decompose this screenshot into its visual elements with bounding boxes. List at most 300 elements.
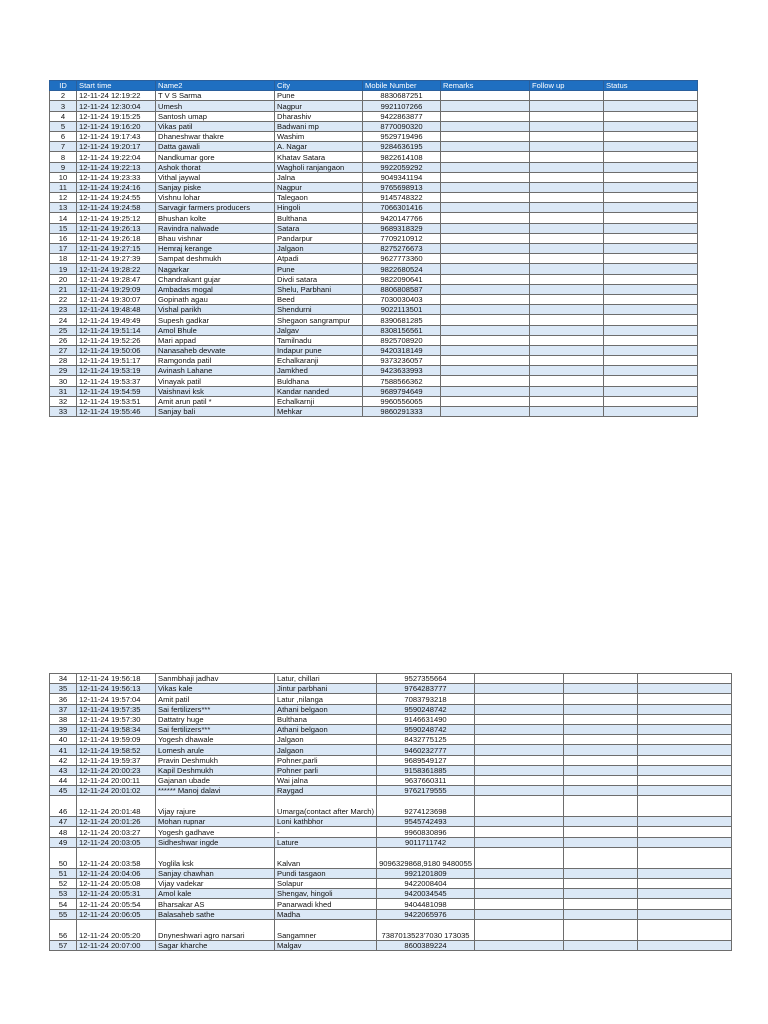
cell-city[interactable]: Latur, chillari — [275, 674, 377, 684]
cell-status[interactable] — [604, 91, 698, 101]
cell-name[interactable]: Balasaheb sathe — [156, 909, 275, 919]
cell-status[interactable] — [637, 827, 731, 837]
cell-city[interactable]: Wagholi ranjangaon — [275, 162, 363, 172]
cell-remarks[interactable] — [441, 294, 530, 304]
cell-name[interactable]: Sai fertilizers*** — [156, 724, 275, 734]
cell-start-time[interactable]: 12-11-24 19:49:49 — [77, 315, 156, 325]
cell-start-time[interactable]: 12-11-24 20:07:00 — [77, 940, 156, 950]
cell-follow-up[interactable] — [530, 376, 604, 386]
cell-start-time[interactable]: 12-11-24 20:00:23 — [77, 765, 156, 775]
cell-status[interactable] — [637, 674, 731, 684]
cell-mobile[interactable]: 9527355664 — [377, 674, 475, 684]
cell-start-time[interactable]: 12-11-24 19:57:04 — [77, 694, 156, 704]
cell-status[interactable] — [637, 940, 731, 950]
cell-city[interactable]: Pandarpur — [275, 233, 363, 243]
cell-remarks[interactable] — [474, 704, 563, 714]
cell-status[interactable] — [604, 233, 698, 243]
cell-city[interactable]: Shelu, Parbhani — [275, 284, 363, 294]
cell-start-time[interactable]: 12-11-24 19:54:59 — [77, 386, 156, 396]
cell-start-time[interactable]: 12-11-24 19:58:52 — [77, 745, 156, 755]
cell-mobile[interactable]: 9765698913 — [363, 182, 441, 192]
cell-follow-up[interactable] — [563, 724, 637, 734]
cell-city[interactable]: Raygad — [275, 786, 377, 796]
cell-name[interactable]: Yogesh gadhave — [156, 827, 275, 837]
cell-id[interactable]: 30 — [50, 376, 77, 386]
cell-status[interactable] — [637, 817, 731, 827]
cell-id[interactable]: 13 — [50, 203, 77, 213]
cell-mobile[interactable]: 9096329868,9180 9480055 — [377, 847, 475, 868]
cell-name[interactable]: Sanjay bali — [156, 407, 275, 417]
cell-name[interactable]: Yogesh dhawale — [156, 735, 275, 745]
cell-follow-up[interactable] — [530, 315, 604, 325]
cell-remarks[interactable] — [441, 233, 530, 243]
cell-city[interactable]: Tamilnadu — [275, 335, 363, 345]
cell-status[interactable] — [604, 315, 698, 325]
cell-id[interactable]: 57 — [50, 940, 77, 950]
cell-follow-up[interactable] — [530, 244, 604, 254]
cell-city[interactable]: Jalgav — [275, 325, 363, 335]
cell-name[interactable]: Ashok thorat — [156, 162, 275, 172]
cell-city[interactable]: Nagpur — [275, 101, 363, 111]
cell-city[interactable]: Khatav Satara — [275, 152, 363, 162]
cell-follow-up[interactable] — [563, 889, 637, 899]
cell-city[interactable]: Shengav, hingoli — [275, 889, 377, 899]
cell-remarks[interactable] — [441, 244, 530, 254]
cell-follow-up[interactable] — [563, 775, 637, 785]
cell-follow-up[interactable] — [530, 203, 604, 213]
cell-name[interactable]: Dnyneshwari agro narsari — [156, 919, 275, 940]
header-status[interactable]: Status — [604, 81, 698, 91]
cell-mobile[interactable]: 9420147766 — [363, 213, 441, 223]
cell-remarks[interactable] — [474, 775, 563, 785]
cell-remarks[interactable] — [474, 755, 563, 765]
cell-name[interactable]: Vinayak patil — [156, 376, 275, 386]
cell-start-time[interactable]: 12-11-24 19:53:51 — [77, 396, 156, 406]
cell-follow-up[interactable] — [530, 386, 604, 396]
cell-status[interactable] — [604, 172, 698, 182]
cell-follow-up[interactable] — [563, 899, 637, 909]
cell-name[interactable]: Vaishnavi ksk — [156, 386, 275, 396]
cell-remarks[interactable] — [441, 407, 530, 417]
cell-status[interactable] — [637, 919, 731, 940]
cell-status[interactable] — [604, 366, 698, 376]
cell-name[interactable]: Vishal parikh — [156, 305, 275, 315]
cell-remarks[interactable] — [474, 714, 563, 724]
cell-remarks[interactable] — [474, 847, 563, 868]
cell-id[interactable]: 46 — [50, 796, 77, 817]
cell-status[interactable] — [604, 356, 698, 366]
cell-remarks[interactable] — [441, 152, 530, 162]
cell-mobile[interactable]: 9689794649 — [363, 386, 441, 396]
cell-start-time[interactable]: 12-11-24 19:59:09 — [77, 735, 156, 745]
cell-follow-up[interactable] — [530, 111, 604, 121]
cell-mobile[interactable]: 7066301416 — [363, 203, 441, 213]
cell-follow-up[interactable] — [530, 101, 604, 111]
cell-status[interactable] — [604, 111, 698, 121]
cell-remarks[interactable] — [441, 345, 530, 355]
cell-start-time[interactable]: 12-11-24 20:01:48 — [77, 796, 156, 817]
cell-start-time[interactable]: 12-11-24 19:51:14 — [77, 325, 156, 335]
cell-status[interactable] — [604, 407, 698, 417]
cell-name[interactable]: Bhushan kolte — [156, 213, 275, 223]
cell-follow-up[interactable] — [563, 755, 637, 765]
cell-status[interactable] — [637, 755, 731, 765]
cell-follow-up[interactable] — [563, 735, 637, 745]
cell-remarks[interactable] — [441, 101, 530, 111]
cell-follow-up[interactable] — [563, 674, 637, 684]
cell-start-time[interactable]: 12-11-24 20:01:02 — [77, 786, 156, 796]
cell-status[interactable] — [637, 735, 731, 745]
cell-name[interactable]: Vikas patil — [156, 121, 275, 131]
cell-name[interactable]: Sanmbhaji jadhav — [156, 674, 275, 684]
cell-status[interactable] — [604, 182, 698, 192]
cell-mobile[interactable]: 9860291333 — [363, 407, 441, 417]
cell-follow-up[interactable] — [563, 868, 637, 878]
cell-start-time[interactable]: 12-11-24 19:56:13 — [77, 684, 156, 694]
cell-remarks[interactable] — [441, 193, 530, 203]
cell-start-time[interactable]: 12-11-24 12:30:04 — [77, 101, 156, 111]
cell-remarks[interactable] — [441, 284, 530, 294]
cell-id[interactable]: 54 — [50, 899, 77, 909]
cell-status[interactable] — [637, 796, 731, 817]
cell-id[interactable]: 51 — [50, 868, 77, 878]
cell-city[interactable]: Dharashiv — [275, 111, 363, 121]
cell-id[interactable]: 42 — [50, 755, 77, 765]
cell-status[interactable] — [604, 325, 698, 335]
cell-status[interactable] — [637, 879, 731, 889]
cell-id[interactable]: 49 — [50, 837, 77, 847]
cell-name[interactable]: Amol Bhule — [156, 325, 275, 335]
cell-follow-up[interactable] — [563, 745, 637, 755]
cell-city[interactable]: Atpadi — [275, 254, 363, 264]
cell-name[interactable]: Nagarkar — [156, 264, 275, 274]
cell-remarks[interactable] — [441, 325, 530, 335]
cell-city[interactable]: Jintur parbhani — [275, 684, 377, 694]
cell-city[interactable]: Wai jalna — [275, 775, 377, 785]
cell-city[interactable]: Washim — [275, 131, 363, 141]
cell-follow-up[interactable] — [563, 714, 637, 724]
cell-start-time[interactable]: 12-11-24 19:22:13 — [77, 162, 156, 172]
cell-city[interactable]: Jamkhed — [275, 366, 363, 376]
cell-start-time[interactable]: 12-11-24 20:05:54 — [77, 899, 156, 909]
cell-id[interactable]: 39 — [50, 724, 77, 734]
cell-remarks[interactable] — [441, 111, 530, 121]
cell-status[interactable] — [637, 724, 731, 734]
cell-status[interactable] — [637, 745, 731, 755]
cell-name[interactable]: Vikas kale — [156, 684, 275, 694]
cell-id[interactable]: 55 — [50, 909, 77, 919]
cell-remarks[interactable] — [441, 172, 530, 182]
cell-id[interactable]: 8 — [50, 152, 77, 162]
cell-remarks[interactable] — [474, 724, 563, 734]
header-remarks[interactable]: Remarks — [441, 81, 530, 91]
cell-mobile[interactable]: 7083793218 — [377, 694, 475, 704]
cell-mobile[interactable]: 9158361885 — [377, 765, 475, 775]
cell-follow-up[interactable] — [530, 284, 604, 294]
cell-start-time[interactable]: 12-11-24 19:29:09 — [77, 284, 156, 294]
cell-name[interactable]: Lomesh arule — [156, 745, 275, 755]
cell-remarks[interactable] — [474, 694, 563, 704]
cell-status[interactable] — [637, 684, 731, 694]
cell-id[interactable]: 11 — [50, 182, 77, 192]
cell-name[interactable]: Avinash Lahane — [156, 366, 275, 376]
cell-mobile[interactable]: 8390681285 — [363, 315, 441, 325]
cell-id[interactable]: 10 — [50, 172, 77, 182]
cell-remarks[interactable] — [441, 162, 530, 172]
cell-follow-up[interactable] — [530, 325, 604, 335]
cell-mobile[interactable]: 7709210912 — [363, 233, 441, 243]
cell-mobile[interactable]: 9590248742 — [377, 724, 475, 734]
cell-start-time[interactable]: 12-11-24 19:28:22 — [77, 264, 156, 274]
cell-mobile[interactable]: 9422863877 — [363, 111, 441, 121]
cell-start-time[interactable]: 12-11-24 19:16:20 — [77, 121, 156, 131]
cell-mobile[interactable]: 9274123698 — [377, 796, 475, 817]
cell-status[interactable] — [604, 396, 698, 406]
cell-id[interactable]: 4 — [50, 111, 77, 121]
cell-start-time[interactable]: 12-11-24 19:48:48 — [77, 305, 156, 315]
cell-follow-up[interactable] — [563, 837, 637, 847]
cell-city[interactable]: Hingoli — [275, 203, 363, 213]
cell-mobile[interactable]: 9689549127 — [377, 755, 475, 765]
cell-mobile[interactable]: 9146631490 — [377, 714, 475, 724]
cell-start-time[interactable]: 12-11-24 19:56:18 — [77, 674, 156, 684]
cell-mobile[interactable]: 9420318149 — [363, 345, 441, 355]
cell-name[interactable]: Vijay vadekar — [156, 879, 275, 889]
cell-id[interactable]: 20 — [50, 274, 77, 284]
cell-name[interactable]: Ambadas mogal — [156, 284, 275, 294]
cell-follow-up[interactable] — [530, 264, 604, 274]
cell-mobile[interactable]: 9022113501 — [363, 305, 441, 315]
header-mobile[interactable]: Mobile Number — [363, 81, 441, 91]
cell-start-time[interactable]: 12-11-24 19:55:46 — [77, 407, 156, 417]
cell-remarks[interactable] — [474, 796, 563, 817]
cell-city[interactable]: Panarwadi khed — [275, 899, 377, 909]
cell-mobile[interactable]: 7588566362 — [363, 376, 441, 386]
cell-city[interactable]: Latur ,nilanga — [275, 694, 377, 704]
cell-status[interactable] — [637, 899, 731, 909]
cell-mobile[interactable]: 9764283777 — [377, 684, 475, 694]
cell-city[interactable]: Echalkarnji — [275, 396, 363, 406]
cell-name[interactable]: Supesh gadkar — [156, 315, 275, 325]
cell-mobile[interactable]: 9590248742 — [377, 704, 475, 714]
cell-city[interactable]: Solapur — [275, 879, 377, 889]
cell-start-time[interactable]: 12-11-24 19:24:16 — [77, 182, 156, 192]
cell-follow-up[interactable] — [530, 366, 604, 376]
cell-city[interactable]: A. Nagar — [275, 142, 363, 152]
cell-id[interactable]: 17 — [50, 244, 77, 254]
cell-start-time[interactable]: 12-11-24 12:19:22 — [77, 91, 156, 101]
cell-name[interactable]: Nanasaheb devvate — [156, 345, 275, 355]
cell-name[interactable]: Sarvagir farmers producers — [156, 203, 275, 213]
cell-remarks[interactable] — [474, 827, 563, 837]
cell-start-time[interactable]: 12-11-24 20:05:31 — [77, 889, 156, 899]
cell-name[interactable]: Amol kale — [156, 889, 275, 899]
cell-remarks[interactable] — [474, 909, 563, 919]
cell-id[interactable]: 19 — [50, 264, 77, 274]
cell-id[interactable]: 23 — [50, 305, 77, 315]
cell-name[interactable]: Santosh umap — [156, 111, 275, 121]
cell-follow-up[interactable] — [530, 345, 604, 355]
cell-start-time[interactable]: 12-11-24 20:01:26 — [77, 817, 156, 827]
cell-status[interactable] — [637, 786, 731, 796]
cell-city[interactable]: Pohner parli — [275, 765, 377, 775]
cell-city[interactable]: Mehkar — [275, 407, 363, 417]
cell-id[interactable]: 41 — [50, 745, 77, 755]
cell-status[interactable] — [637, 909, 731, 919]
cell-mobile[interactable]: 9529719496 — [363, 131, 441, 141]
cell-status[interactable] — [637, 704, 731, 714]
cell-name[interactable]: Pravin Deshmukh — [156, 755, 275, 765]
header-name[interactable]: Name2 — [156, 81, 275, 91]
cell-mobile[interactable]: 8925708920 — [363, 335, 441, 345]
cell-name[interactable]: Mohan rupnar — [156, 817, 275, 827]
cell-remarks[interactable] — [441, 386, 530, 396]
cell-mobile[interactable]: 7030030403 — [363, 294, 441, 304]
cell-status[interactable] — [604, 203, 698, 213]
cell-remarks[interactable] — [441, 142, 530, 152]
cell-remarks[interactable] — [441, 254, 530, 264]
cell-city[interactable]: Jalna — [275, 172, 363, 182]
cell-mobile[interactable]: 9627773360 — [363, 254, 441, 264]
cell-city[interactable]: Kalvan — [275, 847, 377, 868]
cell-name[interactable]: Dattatry huge — [156, 714, 275, 724]
cell-start-time[interactable]: 12-11-24 19:24:55 — [77, 193, 156, 203]
cell-name[interactable]: Ravindra nalwade — [156, 223, 275, 233]
cell-mobile[interactable]: 9822090641 — [363, 274, 441, 284]
cell-start-time[interactable]: 12-11-24 19:17:43 — [77, 131, 156, 141]
cell-name[interactable]: Yoglila ksk — [156, 847, 275, 868]
cell-start-time[interactable]: 12-11-24 19:51:17 — [77, 356, 156, 366]
cell-remarks[interactable] — [441, 121, 530, 131]
cell-city[interactable]: Jalgaon — [275, 735, 377, 745]
cell-remarks[interactable] — [441, 264, 530, 274]
cell-id[interactable]: 27 — [50, 345, 77, 355]
cell-id[interactable]: 25 — [50, 325, 77, 335]
cell-id[interactable]: 15 — [50, 223, 77, 233]
cell-status[interactable] — [637, 714, 731, 724]
cell-mobile[interactable]: 9373236057 — [363, 356, 441, 366]
cell-name[interactable]: Umesh — [156, 101, 275, 111]
cell-id[interactable]: 33 — [50, 407, 77, 417]
cell-city[interactable]: Talegaon — [275, 193, 363, 203]
cell-id[interactable]: 24 — [50, 315, 77, 325]
cell-city[interactable]: Satara — [275, 223, 363, 233]
cell-status[interactable] — [604, 345, 698, 355]
cell-id[interactable]: 40 — [50, 735, 77, 745]
cell-follow-up[interactable] — [530, 335, 604, 345]
cell-mobile[interactable]: 9420034545 — [377, 889, 475, 899]
header-follow-up[interactable]: Follow up — [530, 81, 604, 91]
cell-status[interactable] — [604, 101, 698, 111]
cell-start-time[interactable]: 12-11-24 20:04:06 — [77, 868, 156, 878]
cell-mobile[interactable]: 9921107266 — [363, 101, 441, 111]
cell-city[interactable]: Echalkaranji — [275, 356, 363, 366]
cell-status[interactable] — [604, 305, 698, 315]
cell-start-time[interactable]: 12-11-24 19:57:30 — [77, 714, 156, 724]
cell-mobile[interactable]: 8806808587 — [363, 284, 441, 294]
cell-status[interactable] — [604, 386, 698, 396]
cell-follow-up[interactable] — [563, 879, 637, 889]
cell-status[interactable] — [604, 223, 698, 233]
cell-city[interactable]: Malgav — [275, 940, 377, 950]
cell-follow-up[interactable] — [530, 294, 604, 304]
cell-id[interactable]: 45 — [50, 786, 77, 796]
cell-follow-up[interactable] — [530, 121, 604, 131]
cell-follow-up[interactable] — [563, 817, 637, 827]
cell-status[interactable] — [604, 152, 698, 162]
cell-city[interactable]: Bulthana — [275, 714, 377, 724]
cell-mobile[interactable]: 9423633993 — [363, 366, 441, 376]
cell-follow-up[interactable] — [530, 305, 604, 315]
cell-city[interactable]: Jalgaon — [275, 745, 377, 755]
cell-mobile[interactable]: 9011711742 — [377, 837, 475, 847]
cell-id[interactable]: 47 — [50, 817, 77, 827]
cell-start-time[interactable]: 12-11-24 19:24:58 — [77, 203, 156, 213]
cell-follow-up[interactable] — [530, 182, 604, 192]
cell-start-time[interactable]: 12-11-24 20:05:08 — [77, 879, 156, 889]
cell-id[interactable]: 14 — [50, 213, 77, 223]
header-start-time[interactable]: Start time — [77, 81, 156, 91]
cell-follow-up[interactable] — [530, 152, 604, 162]
cell-start-time[interactable]: 12-11-24 20:06:05 — [77, 909, 156, 919]
cell-start-time[interactable]: 12-11-24 20:03:27 — [77, 827, 156, 837]
cell-mobile[interactable]: 8275276673 — [363, 244, 441, 254]
cell-status[interactable] — [604, 142, 698, 152]
cell-id[interactable]: 22 — [50, 294, 77, 304]
cell-id[interactable]: 56 — [50, 919, 77, 940]
cell-follow-up[interactable] — [563, 694, 637, 704]
cell-id[interactable]: 34 — [50, 674, 77, 684]
cell-status[interactable] — [604, 193, 698, 203]
cell-city[interactable]: Jalgaon — [275, 244, 363, 254]
cell-id[interactable]: 9 — [50, 162, 77, 172]
cell-id[interactable]: 38 — [50, 714, 77, 724]
cell-mobile[interactable]: 9422008404 — [377, 879, 475, 889]
cell-city[interactable]: Buldhana — [275, 376, 363, 386]
cell-id[interactable]: 2 — [50, 91, 77, 101]
cell-mobile[interactable]: 7387013523'7030 173035 — [377, 919, 475, 940]
cell-id[interactable]: 26 — [50, 335, 77, 345]
cell-name[interactable]: Sanjay chawhan — [156, 868, 275, 878]
cell-name[interactable]: Ramgonda patil — [156, 356, 275, 366]
cell-remarks[interactable] — [441, 91, 530, 101]
cell-follow-up[interactable] — [530, 356, 604, 366]
cell-status[interactable] — [604, 121, 698, 131]
cell-remarks[interactable] — [441, 376, 530, 386]
cell-id[interactable]: 52 — [50, 879, 77, 889]
cell-city[interactable]: Sangamner — [275, 919, 377, 940]
cell-name[interactable]: Nandkumar gore — [156, 152, 275, 162]
cell-status[interactable] — [637, 837, 731, 847]
header-city[interactable]: City — [275, 81, 363, 91]
cell-status[interactable] — [604, 254, 698, 264]
cell-status[interactable] — [637, 694, 731, 704]
cell-remarks[interactable] — [441, 396, 530, 406]
cell-follow-up[interactable] — [530, 172, 604, 182]
cell-name[interactable]: T V S Sarma — [156, 91, 275, 101]
cell-remarks[interactable] — [441, 305, 530, 315]
cell-remarks[interactable] — [474, 940, 563, 950]
cell-remarks[interactable] — [474, 786, 563, 796]
cell-remarks[interactable] — [441, 213, 530, 223]
cell-id[interactable]: 3 — [50, 101, 77, 111]
cell-name[interactable]: Vishnu lohar — [156, 193, 275, 203]
cell-id[interactable]: 53 — [50, 889, 77, 899]
cell-mobile[interactable]: 9422065976 — [377, 909, 475, 919]
cell-start-time[interactable]: 12-11-24 19:52:26 — [77, 335, 156, 345]
cell-id[interactable]: 36 — [50, 694, 77, 704]
cell-mobile[interactable]: 9921201809 — [377, 868, 475, 878]
